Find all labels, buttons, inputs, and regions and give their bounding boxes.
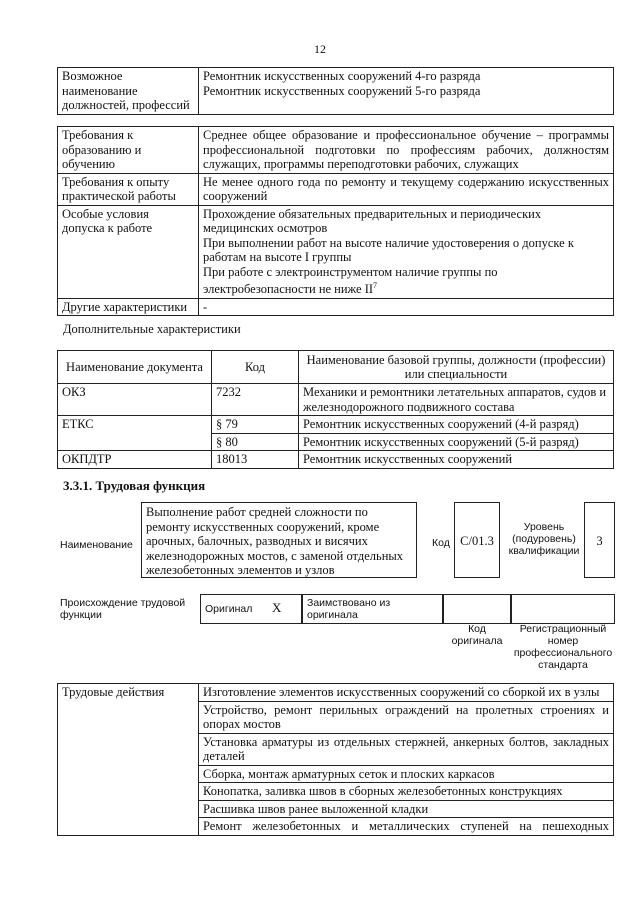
labor-actions-table [57, 683, 614, 836]
code-cell: 7232 [212, 384, 299, 416]
code-cell: § 80 [212, 433, 299, 451]
table-row [58, 68, 614, 115]
condition-line: Прохождение обязательных предварительных и периодических медицинских осмотров [203, 206, 542, 235]
labor-action-item: Конопатка, заливка швов в сборных железобетонных конструкциях [199, 783, 614, 801]
doc-cell: ЕТКС [58, 416, 212, 451]
additional-table [57, 350, 614, 469]
qualification-level-label: Уровень (подуровень) квалификации [508, 521, 580, 557]
condition-line: При работе с электроинструментом наличие группы по электробезопасности не ниже $II^7$ [203, 264, 498, 297]
possible-titles-value: Ремонтник искусственных сооружений 4-го разряда Ремонтник искусственных сооружений 5-го разряда [199, 68, 614, 115]
table-row [58, 298, 614, 316]
name-cell: Ремонтник искусственных сооружений (4-й разряд) [299, 416, 614, 434]
labor-function-title: 3.3.1. Трудовая функция [63, 478, 206, 493]
code-label: Код [432, 537, 450, 549]
doc-cell: ОКПДТР [58, 451, 212, 469]
special-conditions-label: Особые условия допуска к работе [58, 205, 199, 298]
labor-action-item: Сборка, монтаж арматурных сеток и плоских каркасов [199, 765, 614, 783]
header-code: Код [212, 351, 299, 384]
reg-number-cell [511, 594, 615, 624]
condition-line: При выполнении работ на высоте наличие удостоверения о допуске к работам на высоте I группы [203, 235, 574, 264]
education-label: Требования к образованию и обучению [58, 127, 199, 174]
name-cell: Механики и ремонтники летательных аппаратов, судов и железнодорожного подвижного состава [299, 384, 614, 416]
additional-title: Дополнительные характеристики [63, 322, 241, 336]
code-original-cell [443, 594, 511, 624]
borrowed-cell: Заимствовано из оригинала [302, 594, 443, 624]
function-code-value: C/01.3 [454, 502, 500, 578]
labor-action-item: Изготовление элементов искусственных сооружений со сборкой их в узлы [199, 684, 614, 702]
experience-label: Требования к опыту практической работы [58, 173, 199, 205]
code-original-label: Код оригинала [451, 623, 503, 647]
labor-action-item: Установка арматуры из отдельных стержней, анкерных болтов, закладных деталей [199, 733, 614, 765]
function-name-value: Выполнение работ средней сложности по ремонту искусственных сооружений, кроме арочных, балочных, разводных и висячих железнодорожных мостов, с заменой отдельных железобетонных элементов и узлов [141, 502, 417, 578]
table-row [58, 451, 614, 469]
header-name: Наименование базовой группы, должности (профессии) или специальности [299, 351, 614, 384]
original-label: Оригинал [205, 603, 253, 615]
table-row [58, 416, 614, 434]
labor-action-item: Расшивка швов ранее выложенной кладки [199, 800, 614, 818]
doc-cell: ОКЗ [58, 384, 212, 416]
code-cell: § 79 [212, 416, 299, 434]
reg-number-label: Регистрационный номер профессионального стандарта [513, 623, 613, 671]
table-header-row [58, 351, 614, 384]
table-row [58, 173, 614, 205]
qualification-level-value: 3 [584, 502, 615, 578]
labor-action-item: Устройство, ремонт перильных ограждений на пролетных строениях и опорах мостов [199, 701, 614, 733]
table-row [58, 127, 614, 174]
original-cell [200, 594, 302, 624]
table-row [58, 684, 614, 702]
original-mark: X [272, 600, 282, 615]
table-row [58, 205, 614, 298]
experience-value: Не менее одного года по ремонту и текущему содержанию искусственных сооружений [199, 173, 614, 205]
other-value: - [199, 298, 614, 316]
origin-label: Происхождение трудовой функции [60, 597, 186, 621]
page-number: 12 [314, 42, 326, 56]
other-label: Другие характеристики [58, 298, 199, 316]
table-row [58, 384, 614, 416]
function-name-label: Наименование [60, 539, 133, 551]
labor-action-item: Ремонт железобетонных и металлических ступеней на пешеходных [199, 818, 614, 836]
requirements-table [57, 126, 614, 316]
header-document: Наименование документа [58, 351, 212, 384]
name-cell: Ремонтник искусственных сооружений [299, 451, 614, 469]
possible-titles-table [57, 67, 614, 115]
labor-actions-label: Трудовые действия [58, 684, 199, 836]
possible-titles-label: Возможное наименование должностей, профессий [58, 68, 199, 115]
code-cell: 18013 [212, 451, 299, 469]
name-cell: Ремонтник искусственных сооружений (5-й разряд) [299, 433, 614, 451]
footnote-mark: 7 [373, 281, 378, 290]
education-value: Среднее общее образование и профессиональное обучение – программы профессиональной подготовки по профессиям рабочих, должностям служащих, программы переподготовки рабочих, служащих [199, 127, 614, 174]
special-conditions-value [199, 205, 614, 298]
